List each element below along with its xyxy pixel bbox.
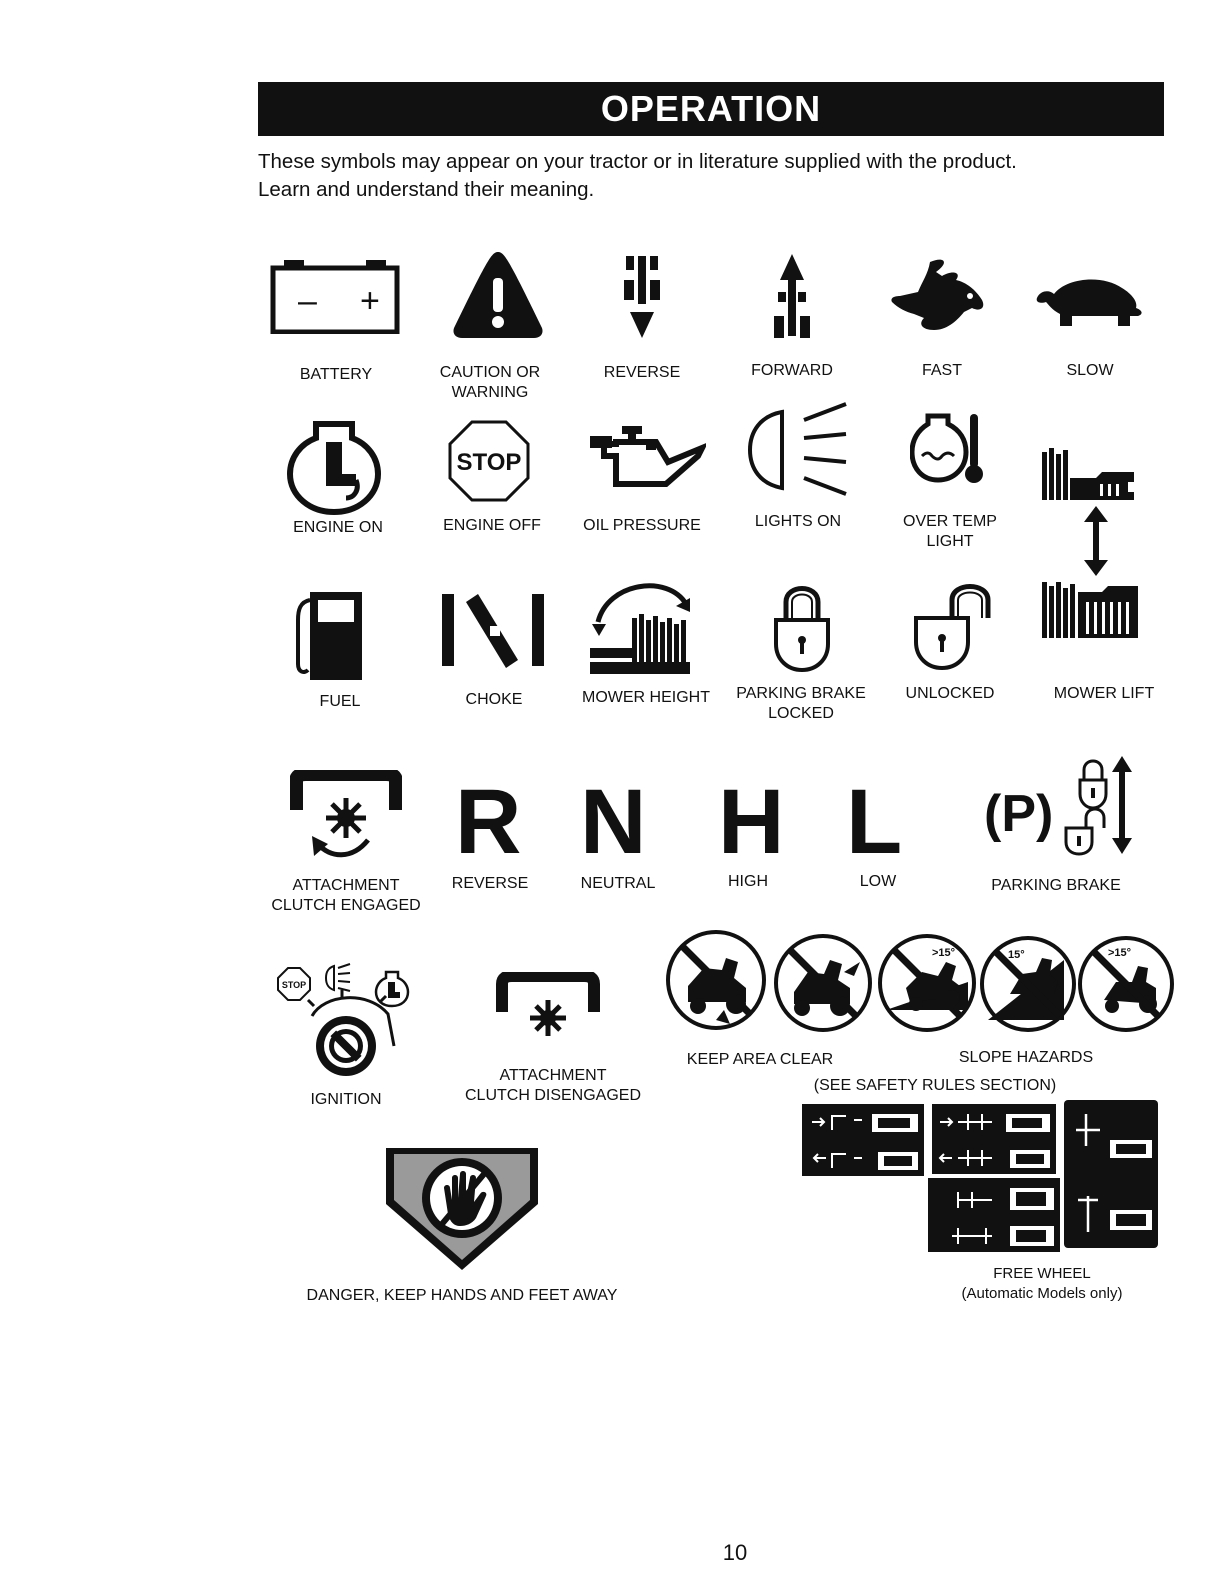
up-down-arrow-icon	[1084, 506, 1108, 576]
caution-warning-icon	[450, 248, 546, 340]
mower-down-icon	[1040, 580, 1140, 640]
label-slope-hazards: SLOPE HAZARDS	[958, 1049, 1094, 1066]
label-caution-line1: CAUTION OR	[439, 364, 541, 381]
forward-icon	[772, 252, 812, 342]
ignition-icon	[268, 960, 418, 1080]
label-oil-pressure: OIL PRESSURE	[583, 517, 701, 534]
slope-15-label-3: >15°	[1108, 947, 1132, 959]
battery-plus-glyph: +	[360, 282, 380, 320]
battery-minus-glyph: –	[298, 282, 317, 320]
high-h-letter: H	[718, 771, 785, 873]
free-wheel-panel-4	[928, 1178, 1060, 1252]
over-temp-icon	[910, 412, 984, 486]
stop-text: STOP	[456, 449, 522, 476]
label-free-wheel	[952, 1264, 1132, 1304]
label-mower-height: MOWER HEIGHT	[582, 689, 710, 706]
label-over-temp-line1: OVER TEMP	[903, 513, 997, 530]
label-reverse-r: REVERSE	[451, 875, 529, 892]
label-attachment-disengaged	[442, 1066, 664, 1106]
section-title: OPERATION	[258, 82, 1164, 136]
label-over-temp	[860, 512, 1040, 552]
page-number: 10	[722, 1540, 748, 1565]
label-engine-off: ENGINE OFF	[443, 517, 541, 534]
lights-on-icon	[746, 402, 850, 498]
label-mower-lift: MOWER LIFT	[1053, 685, 1155, 702]
label-neutral: NEUTRAL	[580, 875, 656, 892]
ignition-stop-text: STOP	[281, 980, 307, 990]
engine-on-icon	[286, 420, 382, 516]
label-parking-brake-locked-line1: PARKING BRAKE	[736, 685, 866, 702]
label-fuel: FUEL	[319, 693, 361, 710]
slope-hazard-icon-3	[1076, 934, 1176, 1034]
oil-pressure-icon	[586, 426, 706, 492]
engine-off-stop-icon	[448, 420, 530, 502]
label-forward: FORWARD	[751, 362, 833, 379]
fuel-pump-icon	[294, 590, 368, 682]
keep-area-clear-icon-1	[664, 928, 768, 1032]
label-caution-line2: WARNING	[451, 384, 529, 401]
mower-up-icon	[1038, 436, 1138, 502]
slope-hazard-icon-1	[876, 932, 978, 1034]
intro-text	[258, 148, 1158, 204]
label-lights-on: LIGHTS ON	[754, 513, 842, 530]
slope-15-label-1: >15°	[932, 947, 956, 959]
unlocked-icon	[912, 578, 996, 670]
label-danger: DANGER, KEEP HANDS AND FEET AWAY	[306, 1287, 618, 1304]
neutral-n-letter: N	[580, 771, 647, 873]
label-parking-brake-locked-line2: LOCKED	[768, 705, 834, 722]
keep-area-clear-icon-2	[772, 932, 874, 1034]
danger-hands-feet-icon	[382, 1144, 542, 1272]
slope-hazard-icon-2	[978, 934, 1078, 1034]
label-attachment-disengaged-line1: ATTACHMENT	[499, 1067, 607, 1084]
low-l-letter: L	[846, 771, 903, 873]
label-battery: BATTERY	[299, 366, 373, 383]
turtle-slow-icon	[1032, 274, 1146, 328]
label-keep-area-clear: KEEP AREA CLEAR	[686, 1051, 834, 1068]
label-ignition: IGNITION	[310, 1091, 382, 1108]
choke-icon	[438, 590, 548, 670]
label-free-wheel-line2: (Automatic Models only)	[961, 1285, 1123, 1302]
free-wheel-panel-1	[802, 1104, 924, 1176]
label-unlocked: UNLOCKED	[905, 685, 995, 702]
attachment-clutch-disengaged-icon	[496, 972, 600, 1038]
intro-line-2: Learn and understand their meaning.	[258, 178, 595, 201]
reverse-r-letter: R	[455, 771, 522, 873]
parking-brake-lock-icon	[1064, 756, 1134, 856]
label-slow: SLOW	[1066, 362, 1114, 379]
parking-p-symbol: (P)	[984, 785, 1054, 843]
label-over-temp-line2: LIGHT	[926, 533, 974, 550]
label-fast: FAST	[921, 362, 962, 379]
label-attachment-disengaged-line2: CLUTCH DISENGAGED	[464, 1087, 642, 1104]
label-attachment-engaged-line1: ATTACHMENT	[292, 877, 400, 894]
parking-brake-locked-icon	[772, 580, 832, 672]
label-attachment-engaged-line2: CLUTCH ENGAGED	[271, 897, 421, 914]
battery-icon	[270, 260, 400, 334]
reverse-icon	[622, 252, 662, 342]
label-choke: CHOKE	[465, 691, 523, 708]
intro-line-1: These symbols may appear on your tractor or in literature supplied with the product.	[258, 150, 1017, 173]
attachment-clutch-engaged-icon	[290, 770, 402, 862]
rabbit-fast-icon	[886, 256, 990, 336]
label-reverse: REVERSE	[603, 364, 681, 381]
mower-height-icon	[588, 578, 700, 678]
free-wheel-panel-2	[932, 1104, 1056, 1174]
slope-15-label-2: 15°	[1008, 949, 1025, 961]
label-free-wheel-line1: FREE WHEEL	[993, 1265, 1091, 1282]
label-engine-on: ENGINE ON	[293, 519, 383, 536]
label-see-safety: (SEE SAFETY RULES SECTION)	[813, 1077, 1057, 1094]
label-parking-brake: PARKING BRAKE	[991, 877, 1121, 894]
label-high: HIGH	[728, 873, 768, 890]
free-wheel-panel-3	[1064, 1100, 1158, 1248]
label-low: LOW	[859, 873, 897, 890]
